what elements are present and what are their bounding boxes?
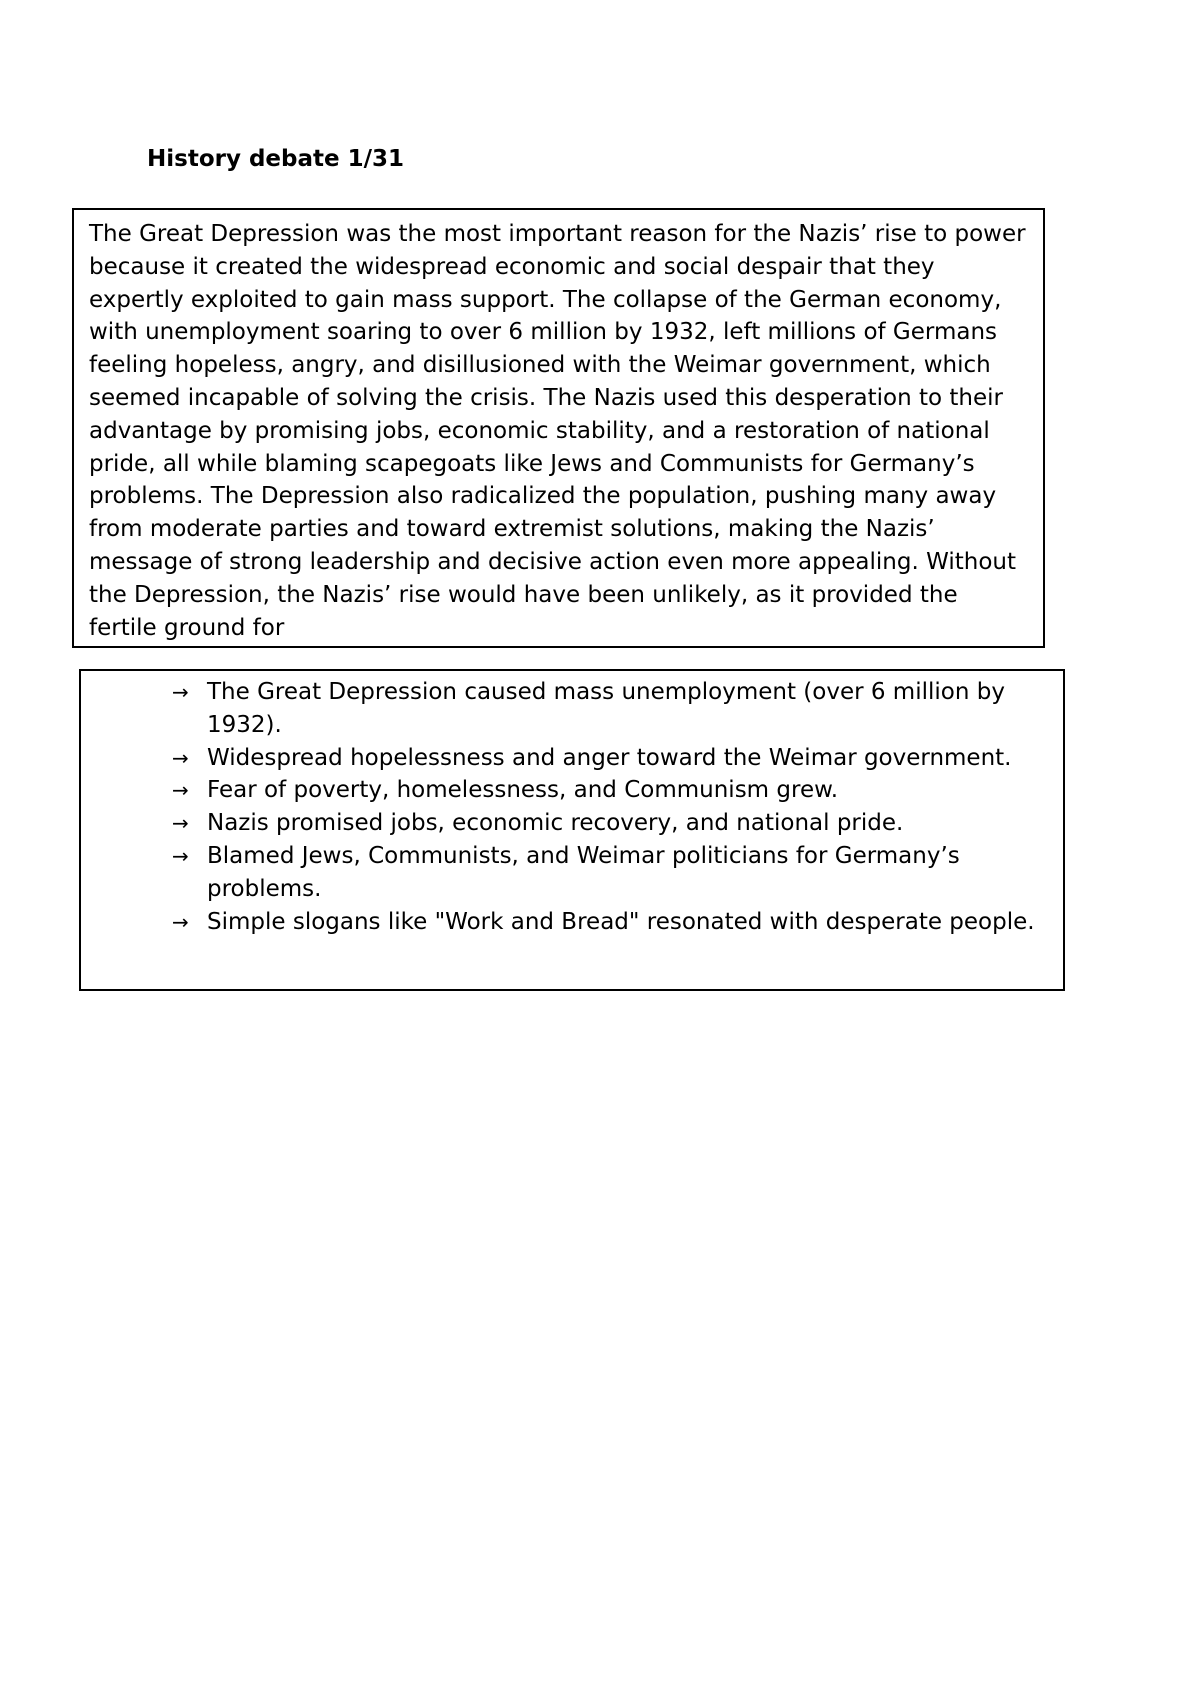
arrow-icon: → xyxy=(172,843,189,868)
key-points-box xyxy=(79,669,1065,991)
list-item xyxy=(172,906,1053,939)
list-item xyxy=(172,774,1053,807)
list-item-text: The Great Depression caused mass unemployment (over 6 million by 1932). xyxy=(207,679,1005,738)
list-item-text: Simple slogans like "Work and Bread" resonated with desperate people. xyxy=(207,908,1035,935)
list-item xyxy=(172,742,1053,775)
list-item xyxy=(172,840,1053,906)
arrow-icon: → xyxy=(172,778,189,803)
list-item-text: Blamed Jews, Communists, and Weimar politicians for Germany’s problems. xyxy=(207,842,960,902)
arrow-icon: → xyxy=(172,745,189,770)
arrow-icon: → xyxy=(172,811,189,836)
argument-text-box xyxy=(72,208,1045,648)
key-points-list xyxy=(81,676,1053,938)
document-title: History debate 1/31 xyxy=(147,146,405,172)
list-item-text: Nazis promised jobs, economic recovery, and national pride. xyxy=(207,810,904,837)
list-item-text: Fear of poverty, homelessness, and Communism grew. xyxy=(207,777,839,804)
list-item-text: Widespread hopelessness and anger toward the Weimar government. xyxy=(207,744,1012,771)
list-item xyxy=(172,807,1053,840)
arrow-icon: → xyxy=(172,909,189,934)
arrow-icon: → xyxy=(172,680,189,704)
list-item xyxy=(172,676,1053,742)
argument-paragraph: The Great Depression was the most important reason for the Nazis’ rise to power because it created the widespread economic and social despair that they expertly exploited to gain mass support. The collapse of the German economy, with unemployment soaring to over 6 million by 1932, left millions of Germans feeling hopeless, angry, and disillusioned with the Weimar government, which seemed incapable of solving the crisis. The Nazis used this desperation to their advantage by promising jobs, economic stability, and a restoration of national pride, all while blaming scapegoats like Jews and Communists for Germany’s problems. The Depression also radicalized the population, pushing many away from moderate parties and toward extremist solutions, making the Nazis’ message of strong leadership and decisive action even more appealing. Without the Depression, the Nazis’ rise would have been unlikely, as it provided the fertile ground for xyxy=(89,221,1026,641)
